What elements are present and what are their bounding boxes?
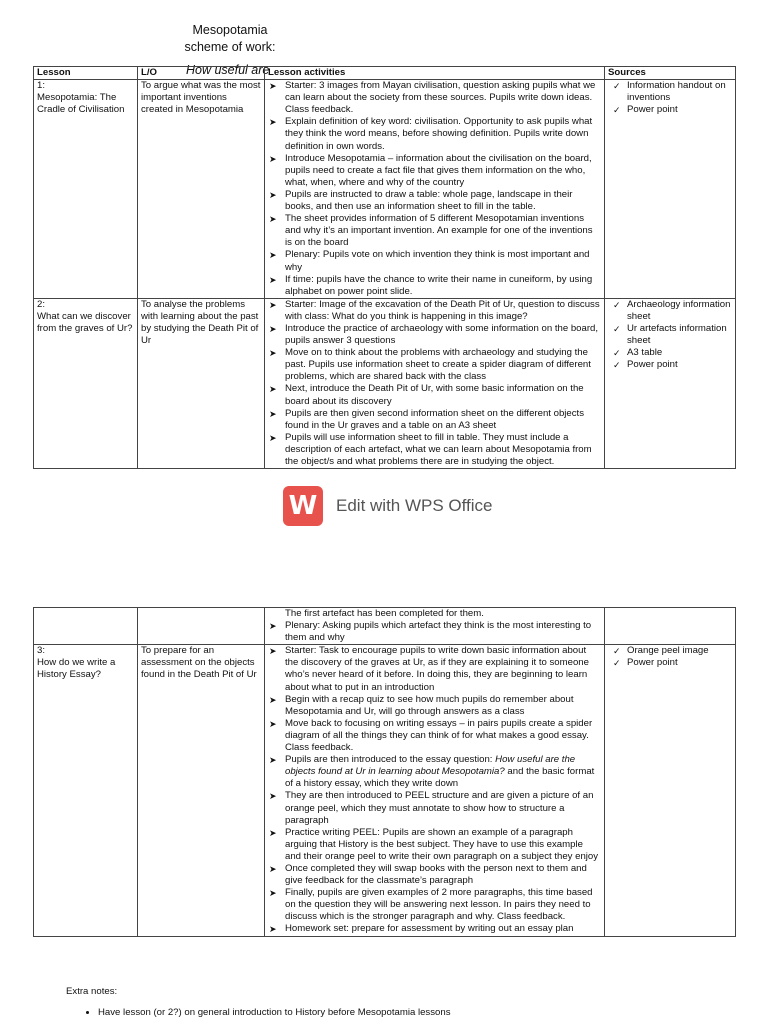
activities-cell xyxy=(265,608,605,645)
activity-item: ➤ Plenary: Asking pupils which artefact they think is the most interesting to them and why xyxy=(268,620,601,644)
header-sources: Sources xyxy=(605,67,736,80)
header-lo: L/O xyxy=(138,67,265,80)
table-row-continuation xyxy=(34,608,736,645)
table-row-lesson-1 xyxy=(34,80,736,299)
table-row-lesson-2 xyxy=(34,298,736,468)
extra-notes xyxy=(66,986,451,1018)
scheme-table-page-2 xyxy=(33,607,736,937)
source-item: ✓ Power point xyxy=(608,359,732,371)
lesson-cell: 2: What can we discover from the graves of Ur? xyxy=(34,298,138,468)
source-item: ✓ Power point xyxy=(608,657,732,669)
activity-item: ➤ Plenary: Pupils vote on which invention they think is most important and why xyxy=(268,249,601,273)
sources-cell xyxy=(605,298,736,468)
activity-item: ➤ Move back to focusing on writing essays – in pairs pupils create a spider diagram of all the things they can think of for what makes a good essay. Class feedback. xyxy=(268,718,601,754)
table-header-row xyxy=(34,67,736,80)
document-title xyxy=(178,22,282,77)
activity-item: ➤ Starter: Task to encourage pupils to write down basic information about the discovery of the graves at Ur, as if they are explaining it to someone who’s never heard of it before. In doing this, they are beginning to learn about what to put in an introduction xyxy=(268,645,601,693)
activity-item: ➤ They are then introduced to PEEL structure and are given a picture of an orange peel, which they must annotate to show how to structure a paragraph xyxy=(268,790,601,826)
source-item: ✓ Orange peel image xyxy=(608,645,732,657)
continued-text: The first artefact has been completed for them. xyxy=(285,608,484,619)
essay-question: How useful are the objects found at Ur in learning about Mesopotamia? xyxy=(285,754,576,778)
wps-logo-icon: W xyxy=(283,486,323,526)
activities-cell xyxy=(265,645,605,936)
activities-cell xyxy=(265,80,605,299)
source-item: ✓ Information handout on inventions xyxy=(608,80,732,104)
activity-item: ➤ Begin with a recap quiz to see how much pupils do remember about Mesopotamia and Ur, will go through answers as a class xyxy=(268,694,601,718)
activity-item: ➤ Explain definition of key word: civilisation. Opportunity to ask pupils what they think the word means, before showing definition. Pupils write down definition in own words. xyxy=(268,116,601,152)
header-activities: Lesson activities xyxy=(265,67,605,80)
sources-cell xyxy=(605,80,736,299)
lesson-cell: 1: Mesopotamia: The Cradle of Civilisation xyxy=(34,80,138,299)
activity-item: ➤ Pupils will use information sheet to fill in table. They must include a description of each artefact, what we can learn about Mesopotamia from the object/s and what problems there are in studying the object. xyxy=(268,432,601,468)
activity-item: ➤ Starter: Image of the excavation of the Death Pit of Ur, question to discuss with class: What do you think is happening in this image? xyxy=(268,299,601,323)
source-item: ✓ Archaeology information sheet xyxy=(608,299,732,323)
activity-item: ➤ Finally, pupils are given examples of 2 more paragraphs, this time based on the question they will be answering next lesson. In pairs they need to discuss which is the stronger paragraph and why. Class feedback. xyxy=(268,887,601,923)
source-item: ✓ Power point xyxy=(608,104,732,116)
scheme-table-page-1 xyxy=(33,66,736,469)
activity-item: ➤ Introduce the practice of archaeology with some information on the board, pupils answer 3 questions xyxy=(268,323,601,347)
activities-cell xyxy=(265,298,605,468)
title-line-1: Mesopotamia xyxy=(192,23,268,37)
activity-item: ➤ Next, introduce the Death Pit of Ur, with some basic information on the board about its discovery xyxy=(268,383,601,407)
wps-banner-text[interactable]: Edit with WPS Office xyxy=(336,496,493,515)
activity-item: ➤ Pupils are then introduced to the essay question: How useful are the objects found at Ur in learning about Mesopotamia? and the basic format of a history essay, which they write down xyxy=(268,754,601,790)
lo-cell: To prepare for an assessment on the objects found in the Death Pit of Ur xyxy=(138,645,265,936)
activity-item: ➤ Introduce Mesopotamia – information about the civilisation on the board, pupils need to create a fact file that gives them information on the who, what, when, where and why of the country xyxy=(268,153,601,189)
note-item: • Have lesson (or 2?) on general introduction to History before Mesopotamia lessons xyxy=(98,1007,451,1018)
source-item: ✓ Ur artefacts information sheet xyxy=(608,323,732,347)
lesson-cell: 3: How do we write a History Essay? xyxy=(34,645,138,936)
activity-item: ➤ The sheet provides information of 5 different Mesopotamian inventions and why it’s an important invention. An example for one of the inventions is on the board xyxy=(268,213,601,249)
sources-cell xyxy=(605,645,736,936)
activity-item: ➤ Practice writing PEEL: Pupils are shown an example of a paragraph arguing that History is the best subject. They have to use this example and their orange peel to write their own paragraph on a subject they enjoy xyxy=(268,827,601,863)
activity-item: ➤ Pupils are then given second information sheet on the different objects found in the Ur graves and a table on an A3 sheet xyxy=(268,408,601,432)
activity-item: ➤ If time: pupils have the chance to write their name in cuneiform, by using alphabet on power point slide. xyxy=(268,274,601,298)
lo-cell: To analyse the problems with learning about the past by studying the Death Pit of Ur xyxy=(138,298,265,468)
table-row-lesson-3 xyxy=(34,645,736,936)
lo-cell: To argue what was the most important inventions created in Mesopotamia xyxy=(138,80,265,299)
title-line-2: scheme of work: xyxy=(184,40,276,54)
header-lesson: Lesson xyxy=(34,67,138,80)
activity-item: ➤ Homework set: prepare for assessment by writing out an essay plan xyxy=(268,923,601,935)
title-subtitle: How useful are xyxy=(186,63,270,77)
wps-banner[interactable] xyxy=(283,486,493,526)
activity-item: ➤ Starter: 3 images from Mayan civilisation, question asking pupils what we can learn about the society from these sources. Pupils write down ideas. Class feedback. xyxy=(268,80,601,116)
activity-item: ➤ Move on to think about the problems with archaeology and studying the past. Pupils use information sheet to create a spider diagram of different problems, which are shared back with the class xyxy=(268,347,601,383)
activity-item: ➤ Once completed they will swap books with the person next to them and give feedback for the classmate’s paragraph xyxy=(268,863,601,887)
activity-item: ➤ Pupils are instructed to draw a table: whole page, landscape in their books, and then use an information sheet to fill in the table. xyxy=(268,189,601,213)
extra-notes-heading: Extra notes: xyxy=(66,986,118,997)
source-item: ✓ A3 table xyxy=(608,347,732,359)
